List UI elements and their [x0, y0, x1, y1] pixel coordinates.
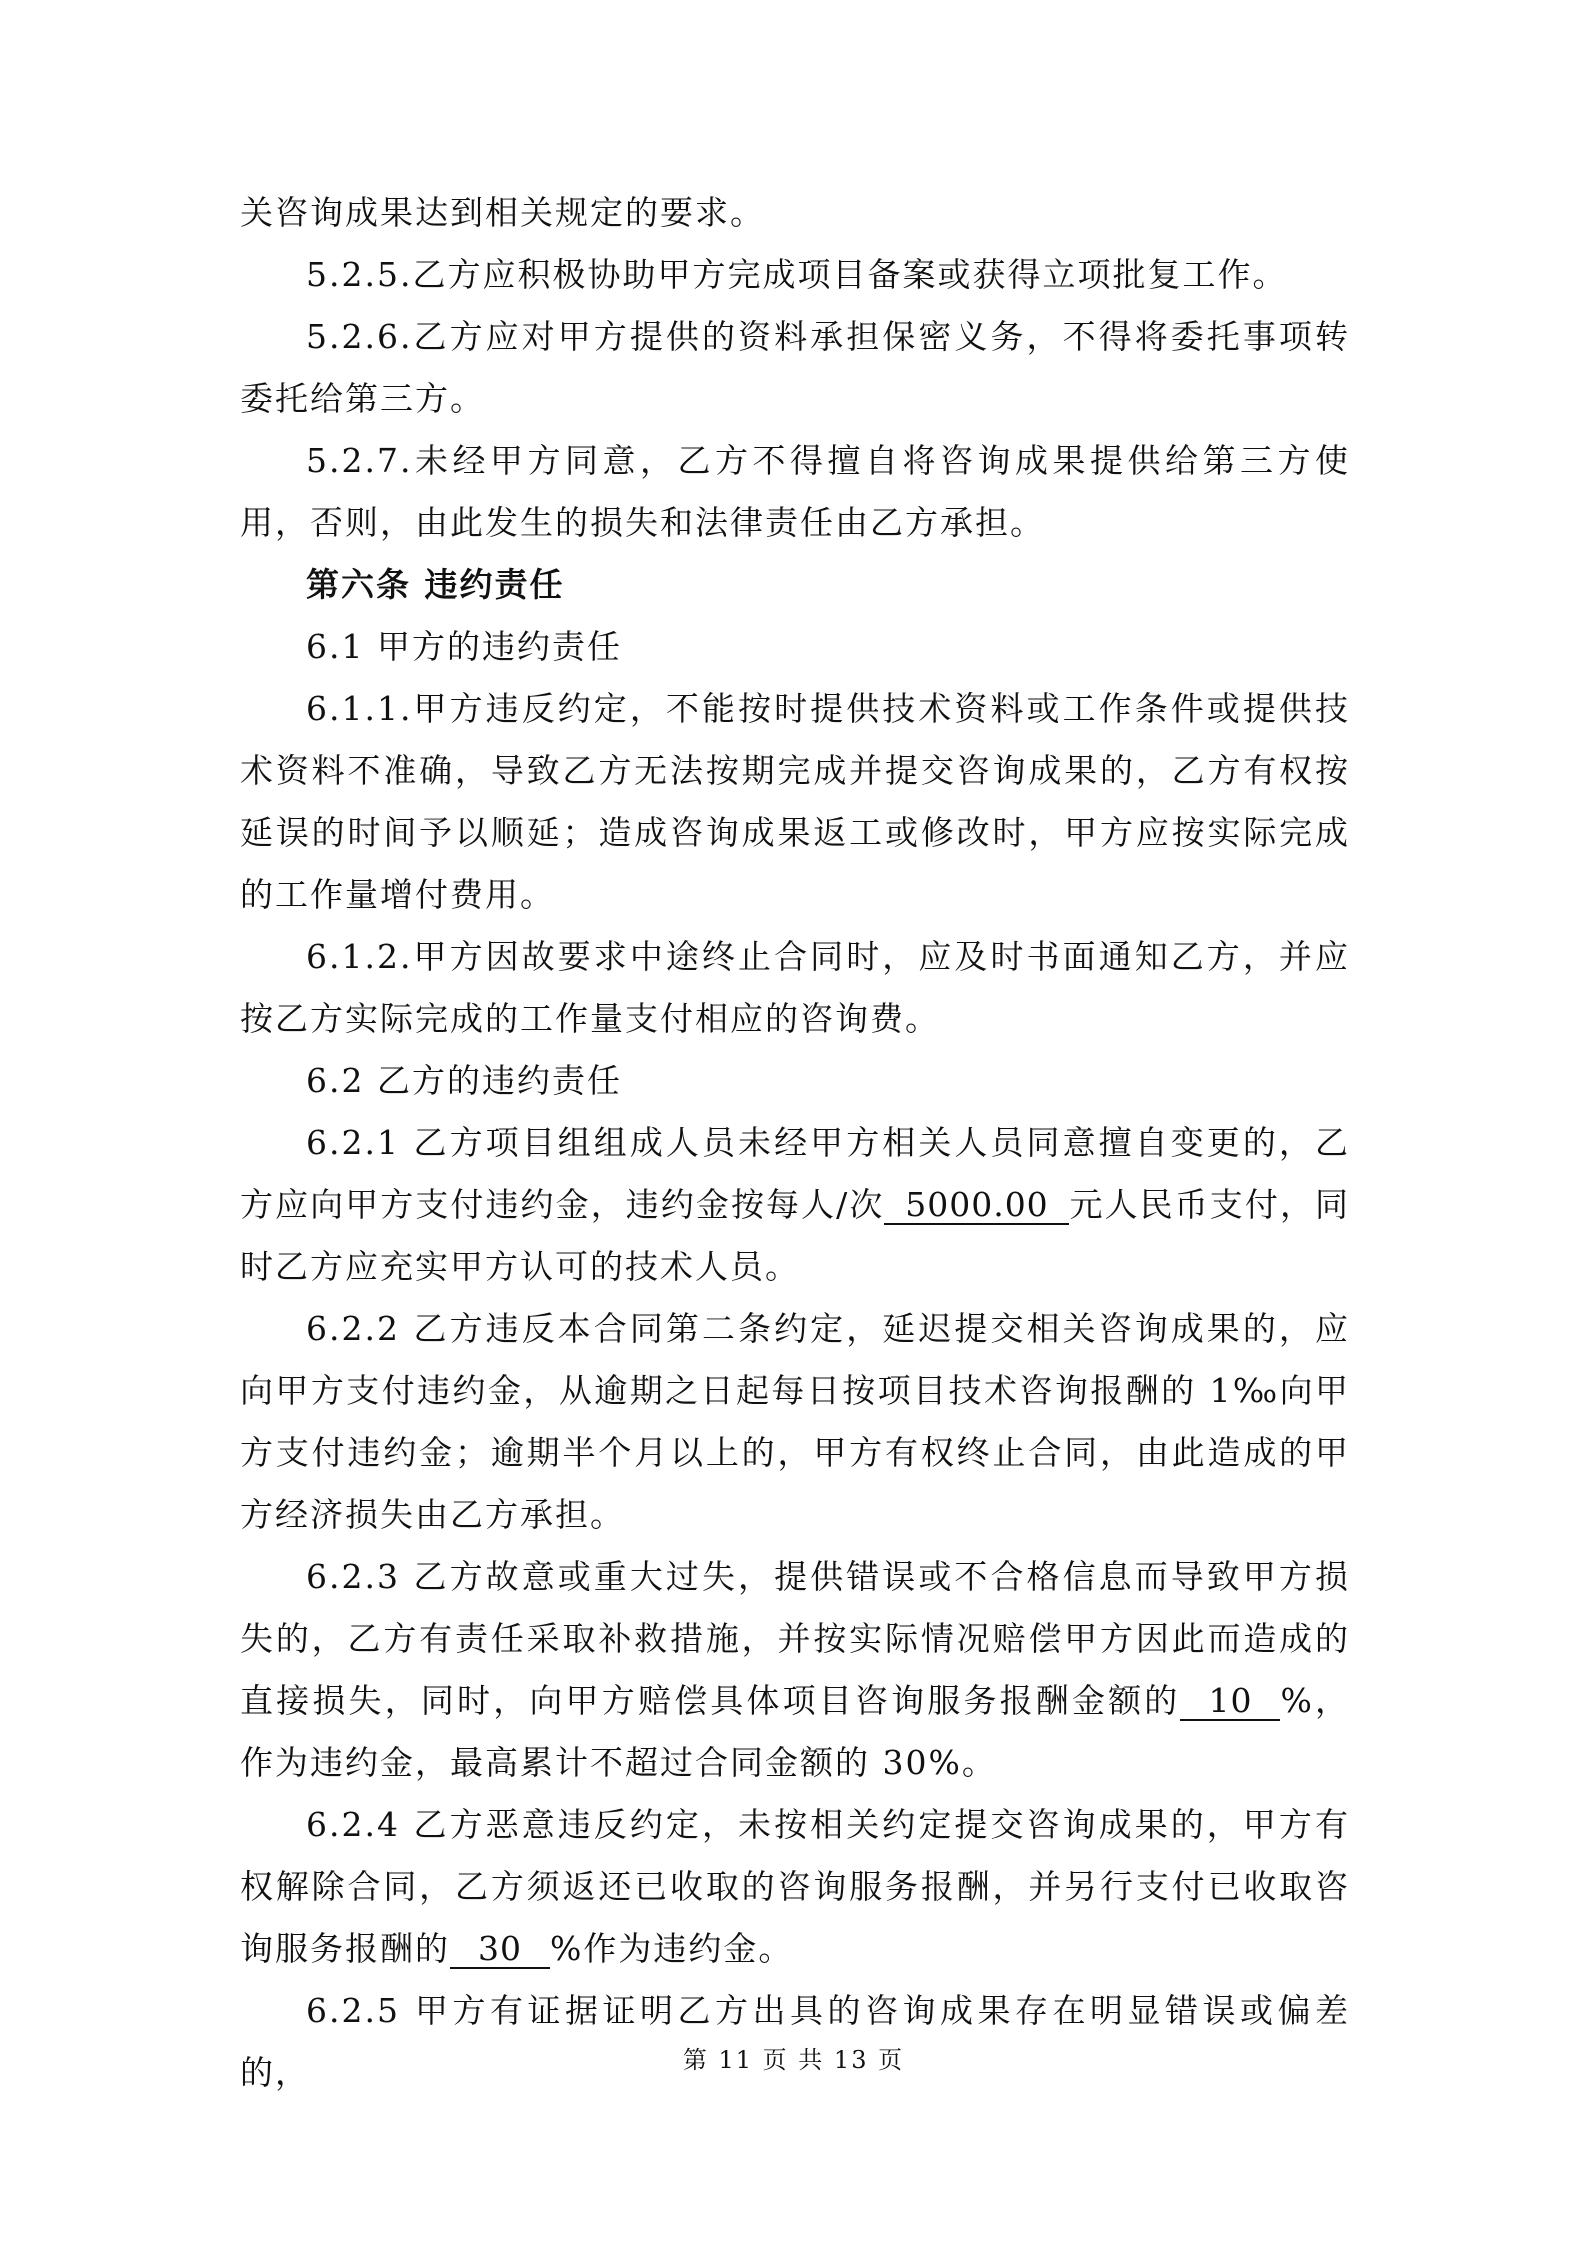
- clause-6-2-3-text-after: %，作为违约金，最高累计不超过合同金额的 30%。: [240, 1681, 1350, 1782]
- page-footer: [0, 2040, 1587, 2075]
- clause-5-2-5: 5.2.5.乙方应积极协助甲方完成项目备案或获得立项批复工作。: [306, 255, 1288, 294]
- clause-6-2-4: [240, 1794, 1350, 1980]
- clause-6-2-4-text-before: 6.2.4 乙方恶意违反约定，未按相关约定提交咨询成果的，甲方有权解除合同，乙方须返还已收取的咨询服务报酬，并另行支付已收取咨询服务报酬的: [240, 1805, 1350, 1968]
- clause-6-2-1-text-before: 6.2.1 乙方项目组组成人员未经甲方相关人员同意擅自变更的，乙方应向甲方支付违约金，违约金按每人/次: [240, 1123, 1350, 1224]
- page-number: 第 11 页 共 13 页: [682, 2046, 905, 2074]
- clause-6-2-1-text-after: 元人民币支付，同时乙方应充实甲方认可的技术人员。: [240, 1185, 1351, 1286]
- clause-6-1-1: 6.1.1.甲方违反约定，不能按时提供技术资料或工作条件或提供技术资料不准确，导致乙方无法按期完成并提交咨询成果的，乙方有权按延误的时间予以顺延；造成咨询成果返工或修改时，甲方应按实际完成的工作量增付费用。: [240, 689, 1350, 914]
- clause-6-2-2: 6.2.2 乙方违反本合同第二条约定，延迟提交相关咨询成果的，应向甲方支付违约金，从逾期之日起每日按项目技术咨询报酬的 1‰向甲方支付违约金；逾期半个月以上的，甲方有权终止合同，由此造成的甲方经济损失由乙方承担。: [240, 1309, 1350, 1534]
- clause-6-2-3: [240, 1546, 1350, 1794]
- clause-5-2-6: 5.2.6.乙方应对甲方提供的资料承担保密义务，不得将委托事项转委托给第三方。: [240, 317, 1350, 418]
- compensation-percent-blank: 10: [1180, 1683, 1280, 1721]
- clause-6-1-2: 6.1.2.甲方因故要求中途终止合同时，应及时书面通知乙方，并应按乙方实际完成的工作量支付相应的咨询费。: [240, 937, 1350, 1038]
- clause-5-2-7: 5.2.7.未经甲方同意，乙方不得擅自将咨询成果提供给第三方使用，否则，由此发生的损失和法律责任由乙方承担。: [240, 441, 1350, 542]
- page-body: [240, 182, 1350, 2104]
- clause-6-2-3-text-before: 6.2.3 乙方故意或重大过失，提供错误或不合格信息而导致甲方损失的，乙方有责任采取补救措施，并按实际情况赔偿甲方因此而造成的直接损失，同时，向甲方赔偿具体项目咨询服务报酬金额的: [240, 1557, 1350, 1720]
- article-6-heading: 第六条 违约责任: [306, 565, 565, 604]
- clause-6-2-1: [240, 1112, 1350, 1298]
- clause-6-2-5: 6.2.5 甲方有证据证明乙方出具的咨询成果存在明显错误或偏差的，: [240, 1991, 1350, 2092]
- clause-6-2-4-text-after: %作为违约金。: [550, 1929, 794, 1968]
- section-6-2-title: 6.2 乙方的违约责任: [306, 1061, 622, 1100]
- section-6-1-title: 6.1 甲方的违约责任: [306, 627, 622, 666]
- penalty-percent-blank: 30: [450, 1931, 550, 1969]
- penalty-amount-blank: 5000.00: [884, 1187, 1069, 1225]
- paragraph-continuation: 关咨询成果达到相关规定的要求。: [240, 193, 765, 232]
